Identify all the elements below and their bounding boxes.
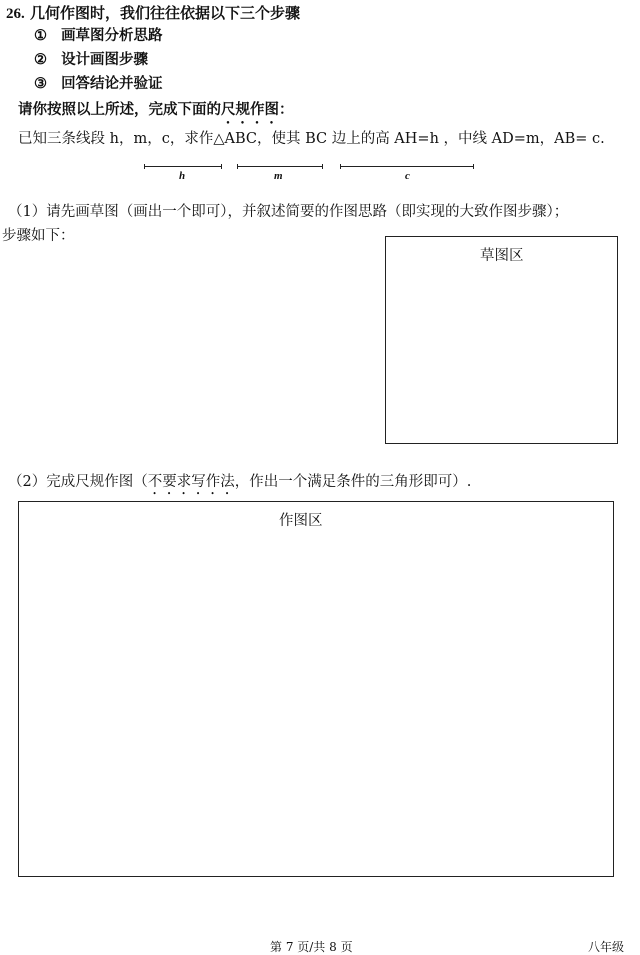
step-mark: ① xyxy=(34,27,47,44)
step-text: 回答结论并验证 xyxy=(61,75,163,92)
construction-area-label: 作图区 xyxy=(279,513,323,529)
sketch-area-label: 草图区 xyxy=(480,248,524,264)
step-mark: ③ xyxy=(34,75,47,92)
part2-text-end: ，作出一个满足条件的三角形即可）. xyxy=(234,474,472,490)
segment-h-label: h xyxy=(179,170,186,182)
step-2 xyxy=(34,48,148,69)
request-line xyxy=(18,98,294,127)
segment-c-label: c xyxy=(405,170,410,182)
grade-label: 八年级 xyxy=(588,940,625,954)
step-3 xyxy=(34,72,163,93)
request-colon: ： xyxy=(279,101,294,118)
part2-instruction xyxy=(8,470,471,498)
step-mark: ② xyxy=(34,51,47,68)
question-number: 26. xyxy=(6,6,25,22)
step-text: 设计画图步骤 xyxy=(61,51,149,68)
part2-text: （2）完成尺规作图（ xyxy=(8,474,148,490)
page-number: 第 7 页/共 8 页 xyxy=(270,940,353,954)
part2-emphasis: 不要求写作法 xyxy=(147,474,235,490)
construction-area-box[interactable] xyxy=(18,501,614,877)
part1-instruction: （1）请先画草图（画出一个即可），并叙述简要的作图思路（即实现的大致作图步骤）； xyxy=(8,204,569,220)
request-text: 请你按照以上所述，完成下面的 xyxy=(18,101,221,118)
sketch-area-box[interactable] xyxy=(385,236,618,444)
part1-steps-label: 步骤如下： xyxy=(2,228,75,244)
request-emphasis: 尺规作图 xyxy=(221,101,279,118)
given-statement: 已知三条线段 h，m，c，求作△ABC，使其 BC 边上的高 AH=h ，中线 AD=m，AB= c. xyxy=(18,131,605,147)
step-1 xyxy=(34,24,163,45)
question-title-text: 几何作图时，我们往往依据以下三个步骤 xyxy=(29,4,300,22)
segment-m-label: m xyxy=(274,170,283,182)
step-text: 画草图分析思路 xyxy=(61,27,163,44)
question-title xyxy=(6,2,300,23)
